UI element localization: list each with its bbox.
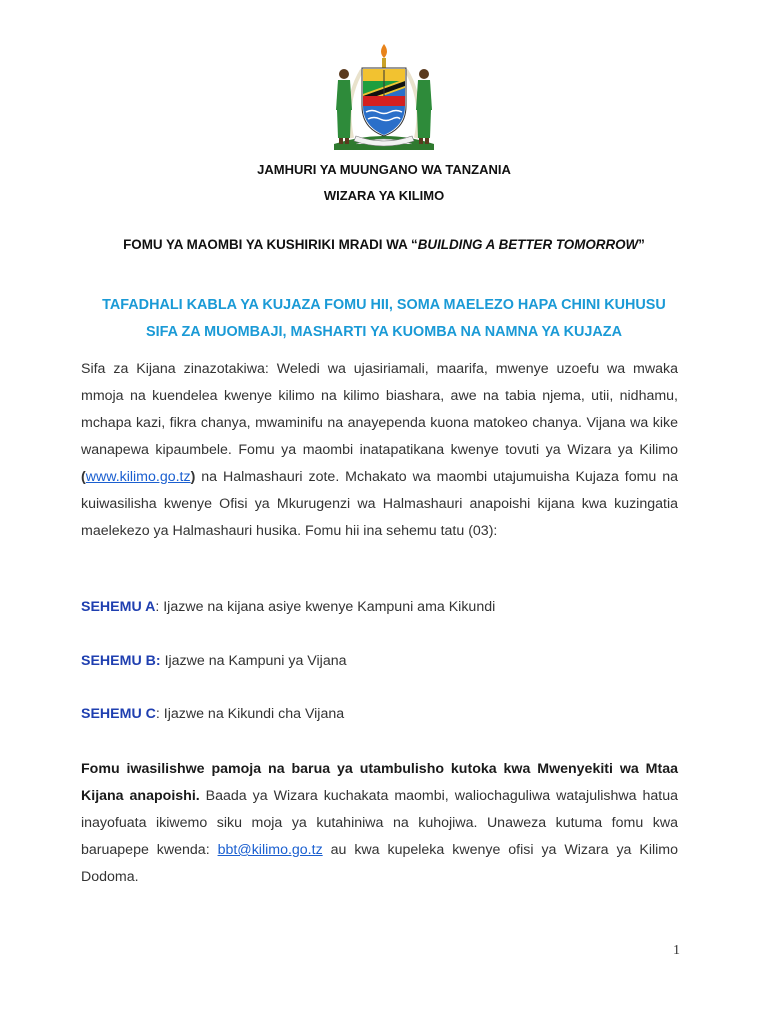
form-title-suffix: ” (638, 237, 645, 252)
section-c-text: : Ijazwe na Kikundi cha Vijana (155, 706, 345, 722)
notice-line-2: SIFA ZA MUOMBAJI, MASHARTI YA KUOMBA NA NAMNA YA KUJAZA (146, 324, 622, 340)
republic-heading: JAMHURI YA MUUNGANO WA TANZANIA (257, 162, 511, 177)
section-a-line (81, 599, 681, 615)
email-link[interactable]: bbt@kilimo.go.tz (217, 842, 323, 858)
intro-text-before-link: Sifa za Kijana zinazotakiwa: Weledi wa ujasiriamali, maarifa, mwenye uzoefu wa mwaka mmoja na kuendelea kwenye kilimo na kilimo biashara, awe na tabia njema, utii, nidhamu, mchapa kazi, fikra chanya, mwaminifu na anayependa kuona matokeo chanya. Vijana wa kike wanapewa kipaumbele. Fomu ya maombi inatapatikana kwenye tovuti ya Wizara ya Kilimo (81, 361, 678, 458)
notice-line-1: TAFADHALI KABLA YA KUJAZA FOMU HII, SOMA MAELEZO HAPA CHINI KUHUSU (102, 297, 666, 313)
submission-paragraph (81, 756, 678, 891)
form-title (0, 237, 768, 252)
ministry-website-link[interactable]: www.kilimo.go.tz (85, 469, 191, 485)
section-b-text: Ijazwe na Kampuni ya Vijana (160, 653, 347, 669)
submission-text-before-email: Baada ya Wizara kuchakata maombi, waliochaguliwa watajulishwa hatua inayofuata ikiwemo siku moja ya kutahiniwa na kuhojiwa. Unaweza kutuma fomu kwa baruapepe kwenda: (81, 788, 678, 858)
form-title-project: BUILDING A BETTER TOMORROW (417, 237, 639, 252)
section-a-text: : Ijazwe na kijana asiye kwenye Kampuni ama Kikundi (155, 599, 496, 615)
submission-bold-text: Fomu iwasilishwe pamoja na barua ya utambulisho kutoka kwa Mwenyekiti wa Mtaa Kijana anapoishi. (81, 761, 678, 804)
instructions-notice (70, 292, 698, 346)
section-b-line (81, 653, 681, 669)
intro-text-after-link: na Halmashauri zote. Mchakato wa maombi utajumuisha Kujaza fomu na kuiwasilisha kwenye Ofisi ya Mkurugenzi wa Halmashauri anapoishi kijana kwa kuzingatia maelekezo ya Halmashauri husika. Fomu hii ina sehemu tatu (03): (81, 469, 678, 539)
page-number: 1 (673, 943, 680, 958)
ministry-heading: WIZARA YA KILIMO (323, 188, 445, 203)
section-a-label: SEHEMU A (81, 599, 156, 615)
submission-text-after-email: au kwa kupeleka kwenye ofisi ya Wizara ya Kilimo Dodoma. (81, 842, 678, 885)
applicant-requirements-paragraph (81, 356, 678, 545)
section-c-label: SEHEMU C (81, 706, 156, 722)
section-c-line (81, 706, 681, 722)
paren-open: ( (81, 469, 86, 485)
coat-of-arms-emblem (326, 40, 442, 152)
section-b-label: SEHEMU B: (81, 653, 161, 669)
paren-close: ) (190, 469, 196, 485)
form-title-prefix: FOMU YA MAOMBI YA KUSHIRIKI MRADI WA “ (123, 237, 418, 252)
